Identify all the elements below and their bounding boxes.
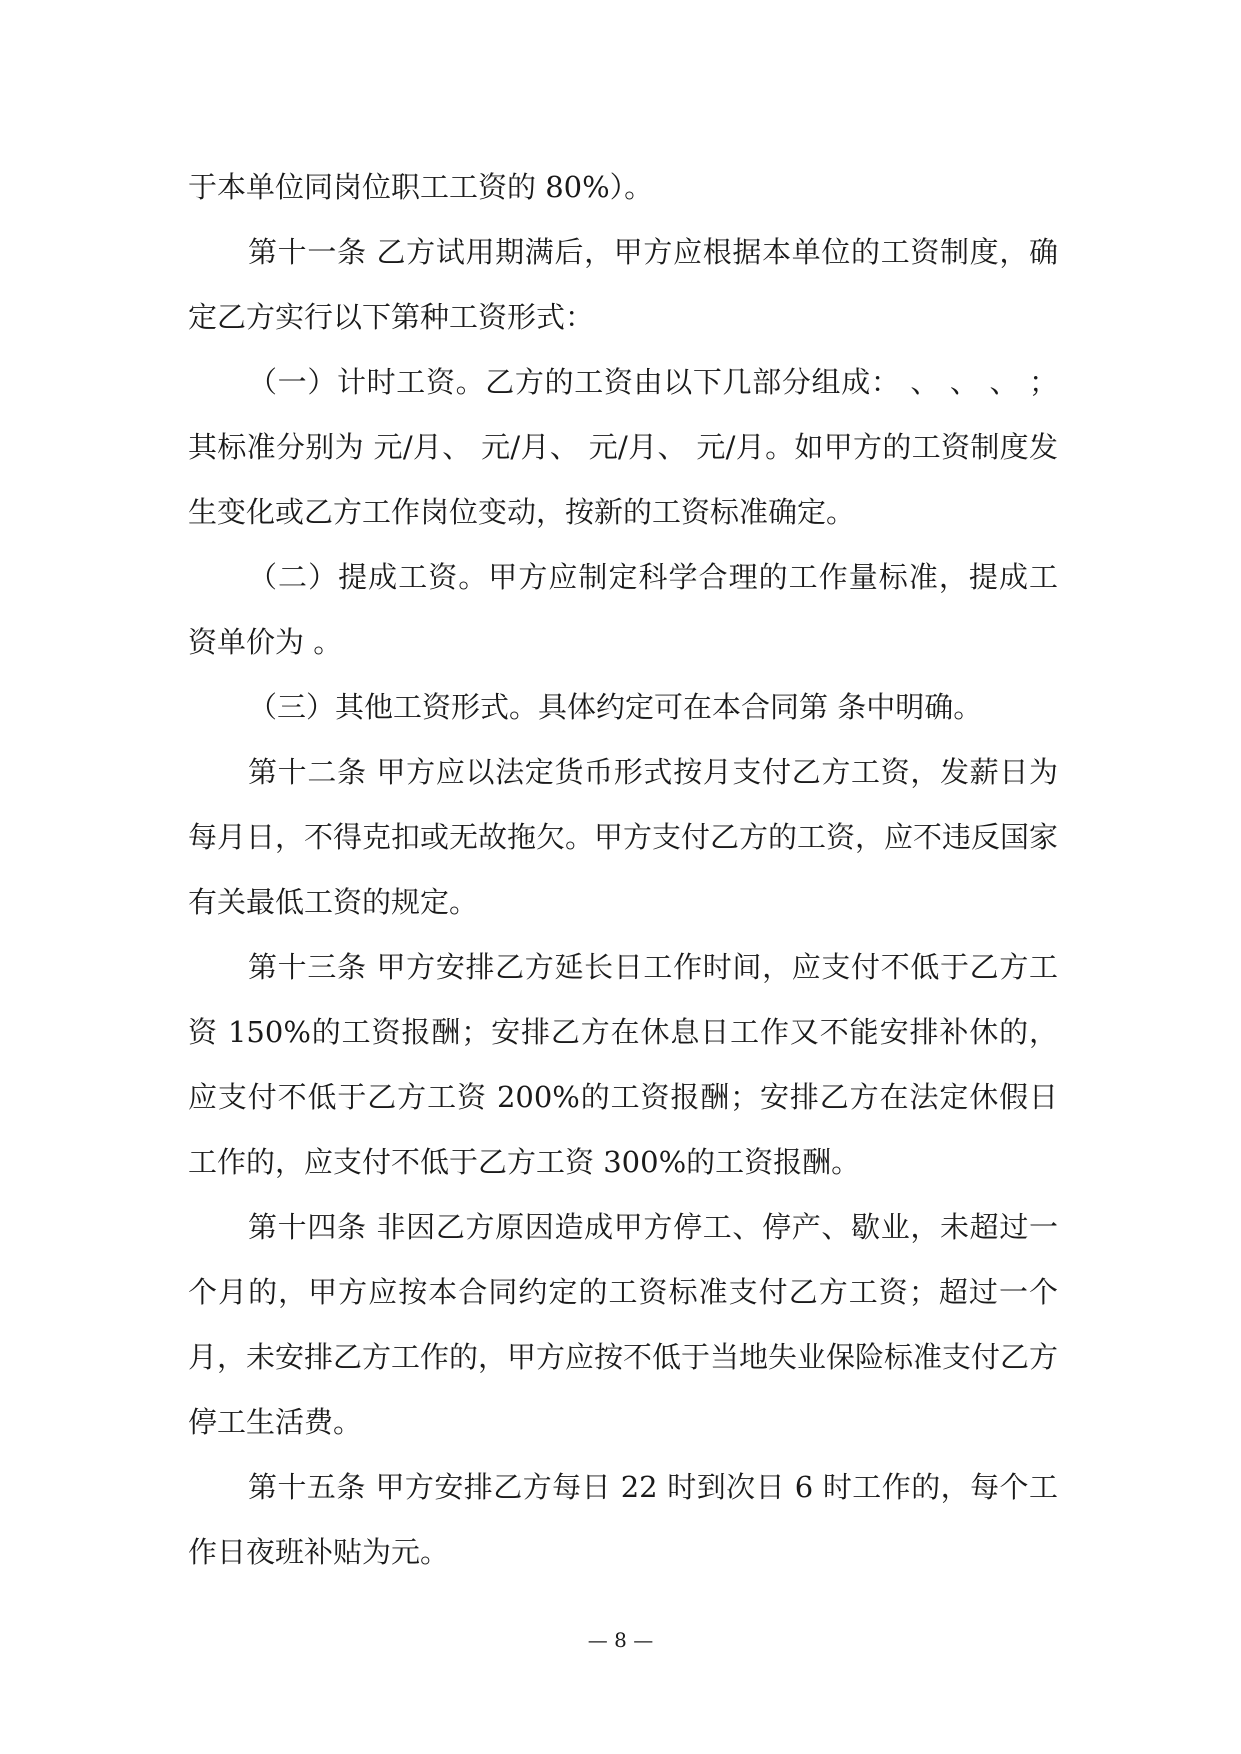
paragraph-article-15: 第十五条 甲方安排乙方每日 22 时到次日 6 时工作的，每个工作日夜班补贴为元。 (188, 1470, 1058, 1569)
paragraph-continuation: 于本单位同岗位职工工资的 80%）。 (188, 170, 654, 204)
page-number: — 8 — (587, 1628, 654, 1652)
paragraph-hourly-wage: （一）计时工资。乙方的工资由以下几部分组成： 、 、 、 ；其标准分别为 元/月、 元/月、 元/月、 元/月。如甲方的工资制度发生变化或乙方工作岗位变动，按新的工资标准确定。 (188, 365, 1058, 529)
paragraph-article-14: 第十四条 非因乙方原因造成甲方停工、停产、歇业，未超过一个月的，甲方应按本合同约定的工资标准支付乙方工资；超过一个月，未安排乙方工作的，甲方应按不低于当地失业保险标准支付乙方停工生活费。 (188, 1210, 1059, 1439)
paragraph-other-wage: （三）其他工资形式。具体约定可在本合同第 条中明确。 (248, 690, 983, 724)
paragraph-article-11: 第十一条 乙方试用期满后，甲方应根据本单位的工资制度，确定乙方实行以下第种工资形式： (188, 235, 1058, 334)
paragraph-article-13: 第十三条 甲方安排乙方延长日工作时间，应支付不低于乙方工资 150%的工资报酬；安排乙方在休息日工作又不能安排补休的，应支付不低于乙方工资 200%的工资报酬；安排乙方在法定休假日工作的，应支付不低于乙方工资 300%的工资报酬。 (188, 950, 1058, 1179)
paragraph-commission-wage: （二）提成工资。甲方应制定科学合理的工作量标准，提成工资单价为 。 (188, 560, 1058, 659)
body-text (188, 155, 1058, 1585)
paragraph-article-12: 第十二条 甲方应以法定货币形式按月支付乙方工资，发薪日为每月日，不得克扣或无故拖欠。甲方支付乙方的工资，应不违反国家有关最低工资的规定。 (188, 755, 1059, 919)
